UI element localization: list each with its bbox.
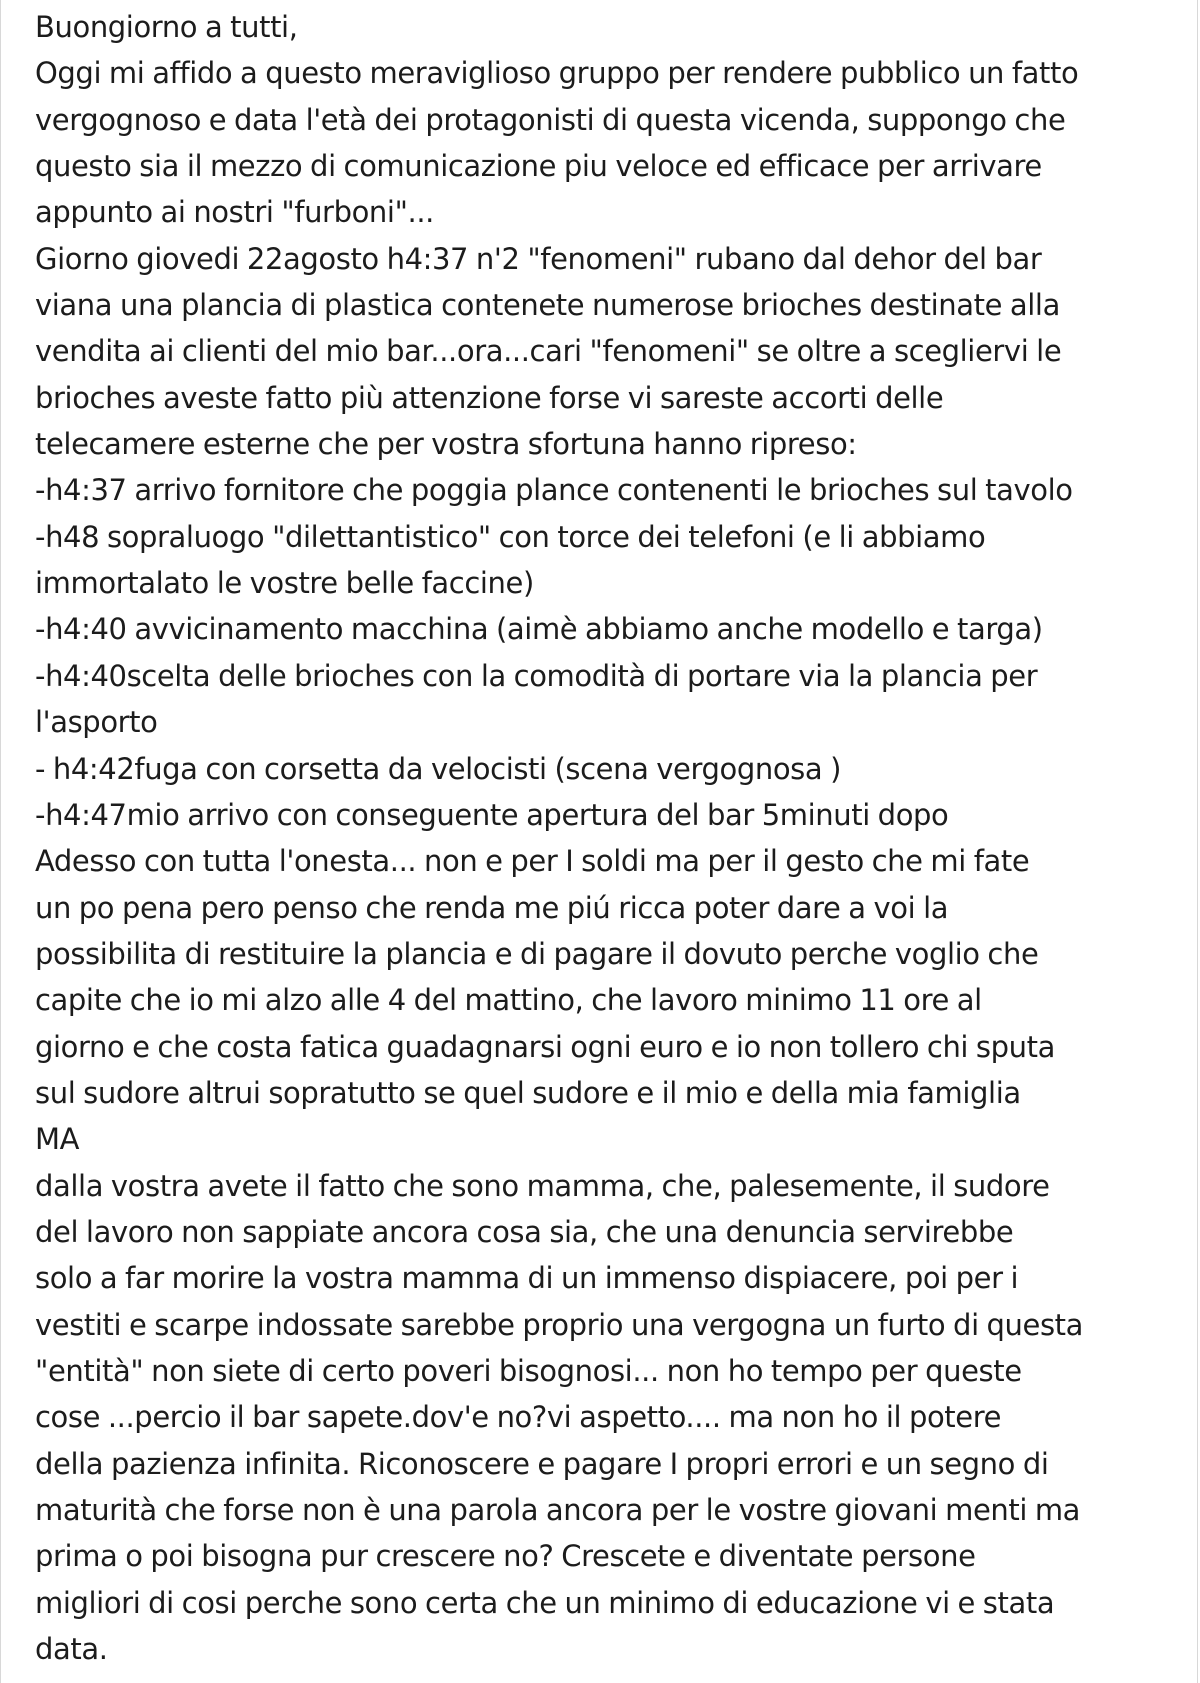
post-text-line: della pazienza infinita. Riconoscere e pagare I propri errori e un segno di xyxy=(35,1446,1049,1481)
post-text-line: data. xyxy=(35,1632,108,1667)
post-text-line: dalla vostra avete il fatto che sono mamma, che, palesemente, il sudore xyxy=(35,1168,1050,1203)
post-text-line: migliori di cosi perche sono certa che un minimo di educazione vi e stata xyxy=(35,1585,1055,1620)
post-text-line: Oggi mi affido a questo meraviglioso gruppo per rendere pubblico un fatto xyxy=(35,56,1079,91)
post-text-line: Adesso con tutta l'onesta... non e per I soldi ma per il gesto che mi fate xyxy=(35,844,1030,879)
post-text-line: vendita ai clienti del mio bar...ora...cari "fenomeni" se oltre a scegliervi le xyxy=(35,334,1062,369)
post-text-line: vergognoso e data l'età dei protagonisti di questa vicenda, suppongo che xyxy=(35,102,1066,137)
post-text-line: solo a far morire la vostra mamma di un immenso dispiacere, poi per i xyxy=(35,1261,1019,1296)
post-text-line: -h48 sopraluogo "dilettantistico" con torce dei telefoni (e li abbiamo xyxy=(35,519,986,554)
post-text-line: brioches aveste fatto più attenzione forse vi sareste accorti delle xyxy=(35,380,944,415)
post-text-line: telecamere esterne che per vostra sfortuna hanno ripreso: xyxy=(35,427,857,462)
post-text-line: immortalato le vostre belle faccine) xyxy=(35,566,534,601)
post-text-line: vestiti e scarpe indossate sarebbe proprio una vergogna un furto di questa xyxy=(35,1307,1084,1342)
post-text-line: MA xyxy=(35,1122,80,1157)
post-text-line: Buongiorno a tutti, xyxy=(35,10,298,44)
post-text-line: del lavoro non sappiate ancora cosa sia, che una denuncia servirebbe xyxy=(35,1214,1014,1249)
post-text-line: Giorno giovedi 22agosto h4:37 n'2 "fenomeni" rubano dal dehor del bar xyxy=(35,241,1042,276)
post-text-line: maturità che forse non è una parola ancora per le vostre giovani menti ma xyxy=(35,1493,1081,1527)
post-text-line: possibilita di restituire la plancia e di pagare il dovuto perche voglio che xyxy=(35,936,1039,971)
post-text-line: viana una plancia di plastica contenete numerose brioches destinate alla xyxy=(35,288,1060,323)
post-text-line: "entità" non siete di certo poveri bisognosi... non ho tempo per queste xyxy=(35,1353,1022,1388)
post-text-line: -h4:40 avvicinamento macchina (aimè abbiamo anche modello e targa) xyxy=(35,612,1043,647)
post-text-line: -h4:37 arrivo fornitore che poggia plance contenenti le brioches sul tavolo xyxy=(35,473,1073,508)
post-body xyxy=(35,4,1175,1672)
post-text-line: appunto ai nostri "furboni"... xyxy=(35,195,434,230)
post-text-line: l'asporto xyxy=(35,705,158,740)
post-text-line: cose ...percio il bar sapete.dov'e no?vi aspetto.... ma non ho il potere xyxy=(35,1400,1002,1435)
post-text-line: capite che io mi alzo alle 4 del mattino, che lavoro minimo 11 ore al xyxy=(35,983,982,1018)
post-text-line: giorno e che costa fatica guadagnarsi ogni euro e io non tollero chi sputa xyxy=(35,1029,1055,1064)
post-text-line: -h4:40scelta delle brioches con la comodità di portare via la plancia per xyxy=(35,658,1038,693)
post-text-line: questo sia il mezzo di comunicazione piu veloce ed efficace per arrivare xyxy=(35,149,1042,184)
post-text-line: -h4:47mio arrivo con conseguente apertura del bar 5minuti dopo xyxy=(35,797,949,832)
post-text-line: prima o poi bisogna pur crescere no? Crescete e diventate persone xyxy=(35,1539,976,1574)
post-text-line: sul sudore altrui sopratutto se quel sudore e il mio e della mia famiglia xyxy=(35,1075,1021,1110)
post-text-line: un po pena pero penso che renda me piú ricca poter dare a voi la xyxy=(35,890,949,925)
post-text-line: - h4:42fuga con corsetta da velocisti (scena vergognosa ) xyxy=(35,751,841,786)
